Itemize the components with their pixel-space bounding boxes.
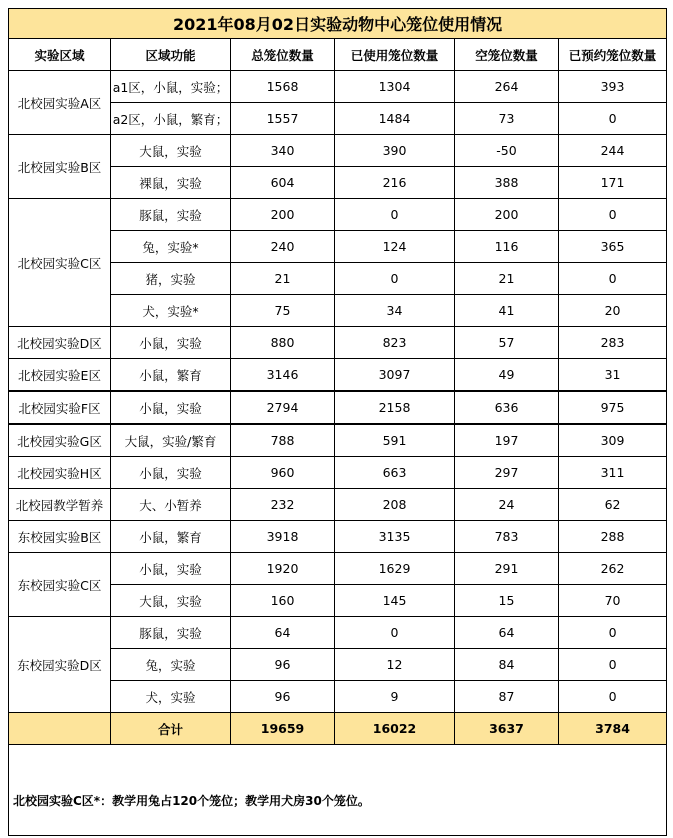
- used-cell: 208: [335, 489, 455, 521]
- used-cell: 1484: [335, 103, 455, 135]
- reserved-cell: 283: [559, 327, 667, 359]
- area-cell: 北校园教学暂养: [9, 489, 111, 521]
- used-cell: 12: [335, 649, 455, 681]
- empty-cell: 388: [455, 167, 559, 199]
- total-cell: 240: [231, 231, 335, 263]
- total-cell: 21: [231, 263, 335, 295]
- reserved-cell: 0: [559, 263, 667, 295]
- total-cell: 3918: [231, 521, 335, 553]
- header-used: 已使用笼位数量: [335, 39, 455, 71]
- cage-usage-table: [8, 8, 667, 836]
- total-used-cell: 16022: [335, 713, 455, 745]
- func-cell: 兔，实验: [111, 649, 231, 681]
- footnote: 北校园实验C区*：教学用兔占120个笼位；教学用犬房30个笼位。: [9, 745, 667, 836]
- reserved-cell: 31: [559, 359, 667, 392]
- total-empty-cell: 3637: [455, 713, 559, 745]
- func-cell: 裸鼠，实验: [111, 167, 231, 199]
- empty-cell: 291: [455, 553, 559, 585]
- used-cell: 3135: [335, 521, 455, 553]
- table-row: [9, 71, 667, 103]
- reserved-cell: 62: [559, 489, 667, 521]
- reserved-cell: 0: [559, 681, 667, 713]
- func-cell: 小鼠，实验: [111, 457, 231, 489]
- reserved-cell: 70: [559, 585, 667, 617]
- area-cell: 北校园实验D区: [9, 327, 111, 359]
- reserved-cell: 975: [559, 391, 667, 424]
- empty-cell: 200: [455, 199, 559, 231]
- used-cell: 3097: [335, 359, 455, 392]
- empty-cell: -50: [455, 135, 559, 167]
- total-cell: 1568: [231, 71, 335, 103]
- reserved-cell: 309: [559, 424, 667, 457]
- area-cell: 北校园实验H区: [9, 457, 111, 489]
- area-cell: 北校园实验G区: [9, 424, 111, 457]
- total-cell: 160: [231, 585, 335, 617]
- empty-cell: 15: [455, 585, 559, 617]
- func-cell: 小鼠，实验: [111, 327, 231, 359]
- total-cell: 96: [231, 649, 335, 681]
- area-cell: 北校园实验B区: [9, 135, 111, 199]
- area-cell: 东校园实验D区: [9, 617, 111, 713]
- func-cell: 大、小暂养: [111, 489, 231, 521]
- total-cell: 880: [231, 327, 335, 359]
- func-cell: 猪，实验: [111, 263, 231, 295]
- total-cell: 788: [231, 424, 335, 457]
- reserved-cell: 0: [559, 103, 667, 135]
- total-blank-cell: [9, 713, 111, 745]
- func-cell: a1区，小鼠，实验；: [111, 71, 231, 103]
- used-cell: 9: [335, 681, 455, 713]
- func-cell: 大鼠，实验: [111, 585, 231, 617]
- reserved-cell: 20: [559, 295, 667, 327]
- table-row: [9, 424, 667, 457]
- empty-cell: 116: [455, 231, 559, 263]
- table-row: [9, 617, 667, 649]
- table-row: [9, 391, 667, 424]
- total-row: [9, 713, 667, 745]
- note-row: [9, 745, 667, 836]
- table-row: [9, 199, 667, 231]
- func-cell: 大鼠，实验/繁育: [111, 424, 231, 457]
- table-row: [9, 489, 667, 521]
- total-cell: 64: [231, 617, 335, 649]
- func-cell: 大鼠，实验: [111, 135, 231, 167]
- empty-cell: 783: [455, 521, 559, 553]
- empty-cell: 57: [455, 327, 559, 359]
- used-cell: 0: [335, 199, 455, 231]
- table-row: [9, 553, 667, 585]
- table-row: [9, 521, 667, 553]
- header-area: 实验区域: [9, 39, 111, 71]
- used-cell: 216: [335, 167, 455, 199]
- total-cell: 75: [231, 295, 335, 327]
- reserved-cell: 0: [559, 649, 667, 681]
- total-total-cell: 19659: [231, 713, 335, 745]
- table-row: [9, 359, 667, 392]
- title-row: [9, 9, 667, 39]
- func-cell: 小鼠，实验: [111, 391, 231, 424]
- used-cell: 390: [335, 135, 455, 167]
- func-cell: a2区，小鼠，繁育；: [111, 103, 231, 135]
- total-cell: 2794: [231, 391, 335, 424]
- func-cell: 豚鼠，实验: [111, 199, 231, 231]
- total-label-cell: 合计: [111, 713, 231, 745]
- func-cell: 犬，实验*: [111, 295, 231, 327]
- used-cell: 823: [335, 327, 455, 359]
- empty-cell: 49: [455, 359, 559, 392]
- total-cell: 340: [231, 135, 335, 167]
- area-cell: 东校园实验B区: [9, 521, 111, 553]
- func-cell: 犬，实验: [111, 681, 231, 713]
- table-row: [9, 135, 667, 167]
- used-cell: 0: [335, 617, 455, 649]
- func-cell: 兔，实验*: [111, 231, 231, 263]
- func-cell: 豚鼠，实验: [111, 617, 231, 649]
- empty-cell: 264: [455, 71, 559, 103]
- reserved-cell: 365: [559, 231, 667, 263]
- empty-cell: 64: [455, 617, 559, 649]
- empty-cell: 197: [455, 424, 559, 457]
- func-cell: 小鼠，繁育: [111, 359, 231, 392]
- header-row: [9, 39, 667, 71]
- area-cell: 北校园实验F区: [9, 391, 111, 424]
- header-empty: 空笼位数量: [455, 39, 559, 71]
- header-function: 区域功能: [111, 39, 231, 71]
- total-cell: 200: [231, 199, 335, 231]
- area-cell: 北校园实验C区: [9, 199, 111, 327]
- empty-cell: 21: [455, 263, 559, 295]
- reserved-cell: 171: [559, 167, 667, 199]
- header-reserved: 已预约笼位数量: [559, 39, 667, 71]
- used-cell: 34: [335, 295, 455, 327]
- total-cell: 1920: [231, 553, 335, 585]
- area-cell: 北校园实验A区: [9, 71, 111, 135]
- used-cell: 663: [335, 457, 455, 489]
- used-cell: 1304: [335, 71, 455, 103]
- total-cell: 960: [231, 457, 335, 489]
- empty-cell: 87: [455, 681, 559, 713]
- total-cell: 96: [231, 681, 335, 713]
- table-row: [9, 327, 667, 359]
- empty-cell: 297: [455, 457, 559, 489]
- used-cell: 124: [335, 231, 455, 263]
- func-cell: 小鼠，实验: [111, 553, 231, 585]
- used-cell: 1629: [335, 553, 455, 585]
- reserved-cell: 0: [559, 199, 667, 231]
- reserved-cell: 288: [559, 521, 667, 553]
- total-reserved-cell: 3784: [559, 713, 667, 745]
- func-cell: 小鼠，繁育: [111, 521, 231, 553]
- empty-cell: 41: [455, 295, 559, 327]
- reserved-cell: 262: [559, 553, 667, 585]
- total-cell: 232: [231, 489, 335, 521]
- total-cell: 3146: [231, 359, 335, 392]
- empty-cell: 636: [455, 391, 559, 424]
- reserved-cell: 393: [559, 71, 667, 103]
- table-row: [9, 457, 667, 489]
- used-cell: 0: [335, 263, 455, 295]
- used-cell: 591: [335, 424, 455, 457]
- used-cell: 145: [335, 585, 455, 617]
- empty-cell: 84: [455, 649, 559, 681]
- reserved-cell: 244: [559, 135, 667, 167]
- table-title: 2021年08月02日实验动物中心笼位使用情况: [9, 9, 667, 39]
- area-cell: 北校园实验E区: [9, 359, 111, 392]
- header-total: 总笼位数量: [231, 39, 335, 71]
- empty-cell: 24: [455, 489, 559, 521]
- total-cell: 604: [231, 167, 335, 199]
- reserved-cell: 0: [559, 617, 667, 649]
- reserved-cell: 311: [559, 457, 667, 489]
- empty-cell: 73: [455, 103, 559, 135]
- total-cell: 1557: [231, 103, 335, 135]
- area-cell: 东校园实验C区: [9, 553, 111, 617]
- used-cell: 2158: [335, 391, 455, 424]
